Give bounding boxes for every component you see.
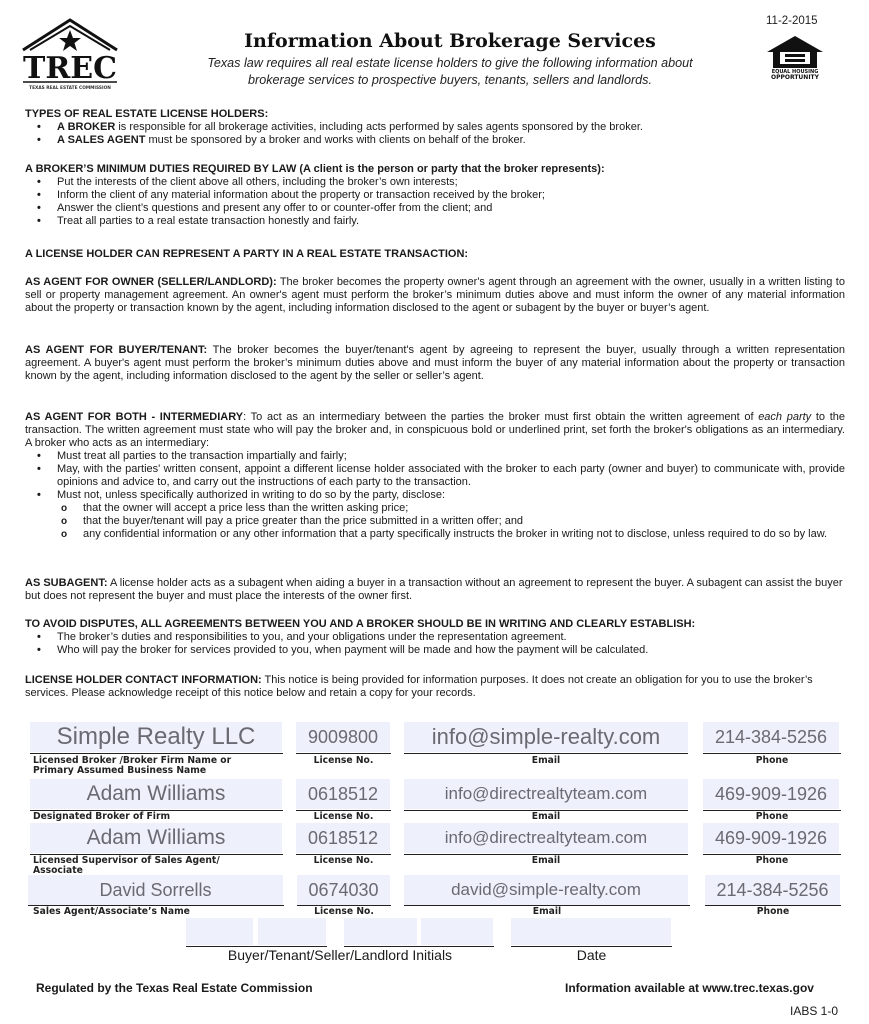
phone-label: Phone xyxy=(755,811,789,822)
page-subtitle xyxy=(140,55,760,89)
designated-broker-phone-field[interactable]: 469-909-1926 xyxy=(703,779,839,809)
svg-text:EQUAL HOUSING: EQUAL HOUSING xyxy=(771,69,819,75)
broker-firm-name-label: Licensed Broker /Broker Firm Name or Primary Assumed Business Name xyxy=(33,755,232,776)
list-item: • A SALES AGENT must be sponsored by a broker and works with clients on behalf of the broker. xyxy=(57,134,845,147)
date-field[interactable] xyxy=(511,918,671,945)
section-heading: A BROKER’S MINIMUM DUTIES REQUIRED BY LAW (A client is the person or party that the broker represents): xyxy=(25,163,605,175)
section-duties xyxy=(25,163,845,228)
list-item: • A BROKER is responsible for all brokerage activities, including acts performed by sales agents sponsored by the broker. xyxy=(57,121,845,134)
designated-broker-license-field[interactable]: 0618512 xyxy=(296,779,390,809)
supervisor-license-field[interactable]: 0618512 xyxy=(296,823,390,853)
broker-license-field[interactable]: 9009800 xyxy=(296,722,390,752)
underline xyxy=(30,753,283,754)
underline xyxy=(404,753,688,754)
supervisor-label: Licensed Supervisor of Sales Agent/ Associate xyxy=(33,855,220,876)
list-item: • Put the interests of the client above all others, including the broker’s own interests; xyxy=(57,176,845,189)
list-item: • Must not, unless specifically authorized in writing to do so by the party, disclose: o that the owner will accept a price less than the written asking price; o that the buyer/tenant will pay a price greater than the price submitted in a written offer; and o any confidential information or any other information that a party specifically instructs the broker in writing not to disclose, unless required to do so by law. xyxy=(57,489,845,541)
section-heading-represent: A LICENSE HOLDER CAN REPRESENT A PARTY IN A REAL ESTATE TRANSACTION: xyxy=(25,248,469,260)
list-item: • Who will pay the broker for services provided to you, when payment will be made and how the payment will be calculated. xyxy=(57,644,845,657)
broker-firm-name-field[interactable]: Simple Realty LLC xyxy=(30,722,282,752)
revision-date: 11-2-2015 xyxy=(766,15,818,27)
svg-text:TREC: TREC xyxy=(23,51,117,86)
email-label: Email xyxy=(531,811,561,822)
license-label: License No. xyxy=(314,906,374,917)
equal-housing-icon xyxy=(765,34,825,80)
sales-agent-license-field[interactable]: 0674030 xyxy=(297,875,390,905)
sales-agent-label: Sales Agent/Associate’s Name xyxy=(33,906,190,917)
svg-text:TEXAS REAL ESTATE COMMISSION: TEXAS REAL ESTATE COMMISSION xyxy=(29,86,111,91)
list-item: • Answer the client’s questions and present any offer to or counter-offer from the client; and xyxy=(57,202,845,215)
initials-label: Buyer/Tenant/Seller/Landlord Initials xyxy=(227,947,453,963)
subtitle-line-1: Texas law requires all real estate license holders to give the following information about xyxy=(207,56,693,70)
email-label: Email xyxy=(532,906,562,917)
broker-email-field[interactable]: info@simple-realty.com xyxy=(404,722,688,752)
footer-regulated: Regulated by the Texas Real Estate Commission xyxy=(36,981,313,995)
section-intermediary: AS AGENT FOR BOTH - INTERMEDIARY: To act as an intermediary between the parties the broker must first obtain the written agreement of each party to the transaction. The written agreement must state who will pay the broker and, in conspicuous bold or underlined print, set forth the broker's obligations as an intermediary. A broker who acts as an intermediary: • Must treat all parties to the transaction impartially and fairly; • May, with the parties' written consent, appoint a different license holder associated with the broker to each party (owner and buyer) to communicate with, provide opinions and advice to, and carry out the instructions of each party to the transaction. • Must not, unless specifically authorized in writing to do so by the party, disclose: o that the owner will accept a price less than the written asking price; o that the buyer/tenant will pay a price greater than the price submitted in a written offer; and o any confidential information or any other information that a party specifically instructs the broker in writing not to disclose, unless required to do so by law. xyxy=(25,411,845,541)
phone-label: Phone xyxy=(755,855,789,866)
equal-housing-logo xyxy=(765,34,825,80)
page-title: Information About Brokerage Services xyxy=(244,30,656,52)
section-types xyxy=(25,108,845,147)
sub-list-item: o any confidential information or any other information that a party specifically instructs the broker in writing not to disclose, unless required to do so by law. xyxy=(83,528,845,541)
section-heading: TYPES OF REAL ESTATE LICENSE HOLDERS: xyxy=(25,108,269,120)
list-item: • Inform the client of any material information about the property or transaction received by the broker; xyxy=(57,189,845,202)
sales-agent-email-field[interactable]: david@simple-realty.com xyxy=(404,875,688,905)
initials-box-3[interactable] xyxy=(344,918,417,945)
underline xyxy=(296,753,391,754)
sales-agent-phone-field[interactable]: 214-384-5256 xyxy=(705,875,840,905)
sales-agent-name-field[interactable]: David Sorrells xyxy=(28,875,283,905)
trec-logo xyxy=(20,16,120,92)
initials-box-1[interactable] xyxy=(186,918,253,945)
section-subagent: AS SUBAGENT: A license holder acts as a subagent when aiding a buyer in a transaction without an agreement to represent the buyer. A subagent can assist the buyer but does not represent the buyer and must place the interests of the owner first. xyxy=(25,577,843,602)
broker-phone-field[interactable]: 214-384-5256 xyxy=(703,722,839,752)
svg-text:OPPORTUNITY: OPPORTUNITY xyxy=(770,74,820,80)
trec-house-icon xyxy=(20,16,120,92)
date-label: Date xyxy=(576,947,607,963)
license-label: License No. xyxy=(313,855,374,866)
section-owner: AS AGENT FOR OWNER (SELLER/LANDLORD): The broker becomes the property owner's agent through an agreement with the owner, usually in a written listing to sell or property management agreement. An owner's agent must perform the broker’s minimum duties above and must inform the owner of any material information about the property or transaction known by the agent, including information disclosed to the agent or subagent by the buyer or buyer’s agent. xyxy=(25,276,845,314)
section-contact: LICENSE HOLDER CONTACT INFORMATION: This notice is being provided for information purposes. It does not create an obligation for you to use the broker’s services. Please acknowledge receipt of this notice below and retain a copy for your records. xyxy=(25,674,813,699)
subtitle-line-2: brokerage services to prospective buyers, tenants, sellers and landlords. xyxy=(248,73,652,87)
supervisor-name-field[interactable]: Adam Williams xyxy=(30,823,282,853)
email-label: Email xyxy=(531,755,561,766)
phone-label: Phone xyxy=(755,755,789,766)
license-label: License No. xyxy=(313,811,374,822)
initials-box-4[interactable] xyxy=(421,918,493,945)
initials-box-2[interactable] xyxy=(258,918,326,945)
sub-list-item: o that the owner will accept a price less than the written asking price; xyxy=(83,502,845,515)
list-item: • Must treat all parties to the transaction impartially and fairly; xyxy=(57,450,845,463)
email-label: Email xyxy=(531,855,561,866)
section-disputes xyxy=(25,618,845,657)
footer-info-link: Information available at www.trec.texas.gov xyxy=(565,981,814,995)
supervisor-phone-field[interactable]: 469-909-1926 xyxy=(703,823,839,853)
sub-list-item: o that the buyer/tenant will pay a price greater than the price submitted in a written offer; and xyxy=(83,515,845,528)
list-item: • May, with the parties' written consent, appoint a different license holder associated with the broker to each party (owner and buyer) to communicate with, provide opinions and advice to, and carry out the instructions of each party to the transaction. xyxy=(57,463,845,489)
section-heading: TO AVOID DISPUTES, ALL AGREEMENTS BETWEEN YOU AND A BROKER SHOULD BE IN WRITING AND CLEARLY ESTABLISH: xyxy=(25,618,696,630)
list-item: • Treat all parties to a real estate transaction honestly and fairly. xyxy=(57,215,845,228)
designated-broker-name-field[interactable]: Adam Williams xyxy=(30,779,282,809)
designated-broker-label: Designated Broker of Firm xyxy=(33,811,171,822)
section-buyer: AS AGENT FOR BUYER/TENANT: The broker becomes the buyer/tenant's agent by agreeing to represent the buyer, usually through a written representation agreement. A buyer's agent must perform the broker’s minimum duties above and must inform the buyer of any material information about the property or transaction known by the agent, including information disclosed to the agent by the seller or seller’s agent. xyxy=(25,344,846,382)
list-item: • The broker’s duties and responsibilities to you, and your obligations under the representation agreement. xyxy=(57,631,845,644)
designated-broker-email-field[interactable]: info@directrealtyteam.com xyxy=(404,779,688,809)
underline xyxy=(703,753,841,754)
phone-label: Phone xyxy=(756,906,790,917)
form-id: IABS 1-0 xyxy=(790,1004,839,1018)
license-label: License No. xyxy=(313,755,374,766)
supervisor-email-field[interactable]: info@directrealtyteam.com xyxy=(404,823,688,853)
